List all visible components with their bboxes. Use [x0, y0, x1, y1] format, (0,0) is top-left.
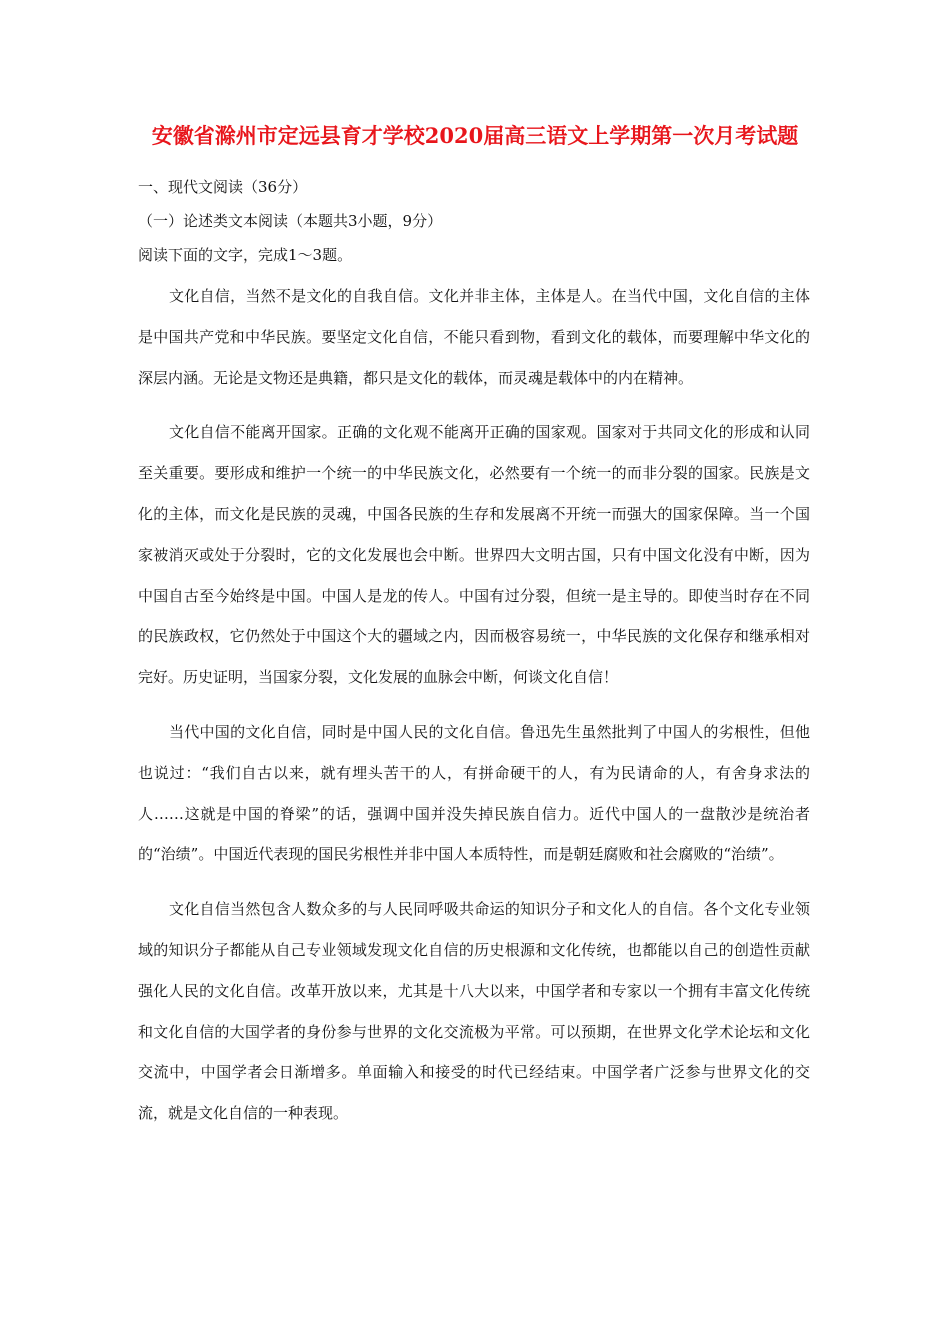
paragraph-3: 当代中国的文化自信，同时是中国人民的文化自信。鲁迅先生虽然批判了中国人的劣根性，但他也说过：“我们自古以来，就有埋头苦干的人，有拼命硬干的人，有为民请命的人，有舍身求法的人……这就是中国的脊梁”的话，强调中国并没失掉民族自信力。近代中国人的一盘散沙是统治者的“治绩”。中国近代表现的国民劣根性并非中国人本质特性，而是朝廷腐败和社会腐败的“治绩”。 — [138, 722, 810, 864]
reading-instruction: 阅读下面的文字，完成1～3题。 — [138, 246, 353, 264]
paragraph-1: 文化自信，当然不是文化的自我自信。文化并非主体，主体是人。在当代中国，文化自信的主体是中国共产党和中华民族。要坚定文化自信，不能只看到物，看到文化的载体，而要理解中华文化的深层内涵。无论是文物还是典籍，都只是文化的载体，而灵魂是载体中的内在精神。 — [138, 287, 810, 387]
document-title: 安徽省滁州市定远县育才学校2020届高三语文上学期第一次月考试题 — [151, 123, 799, 148]
paragraph-2: 文化自信不能离开国家。正确的文化观不能离开正确的国家观。国家对于共同文化的形成和认同至关重要。要形成和维护一个统一的中华民族文化，必然要有一个统一的而非分裂的国家。民族是文化的主体，而文化是民族的灵魂，中国各民族的生存和发展离不开统一而强大的国家保障。当一个国家被消灭或处于分裂时，它的文化发展也会中断。世界四大文明古国，只有中国文化没有中断，因为中国自古至今始终是中国。中国人是龙的传人。中国有过分裂，但统一是主导的。即使当时存在不同的民族政权，它仍然处于中国这个大的疆域之内，因而极容易统一，中华民族的文化保存和继承相对完好。历史证明，当国家分裂，文化发展的血脉会中断，何谈文化自信！ — [138, 423, 810, 687]
paragraph-4: 文化自信当然包含人数众多的与人民同呼吸共命运的知识分子和文化人的自信。各个文化专业领域的知识分子都能从自己专业领域发现文化自信的历史根源和文化传统，也都能以自己的创造性贡献强化人民的文化自信。改革开放以来，尤其是十八大以来，中国学者和专家以一个拥有丰富文化传统和文化自信的大国学者的身份参与世界的文化交流极为平常。可以预期，在世界文化学术论坛和文化交流中，中国学者会日渐增多。单面输入和接受的时代已经结束。中国学者广泛参与世界文化的交流，就是文化自信的一种表现。 — [138, 900, 810, 1123]
section-heading: 一、现代文阅读（36分） — [138, 178, 308, 196]
document-body — [138, 175, 810, 1134]
subsection-heading: （一）论述类文本阅读（本题共3小题，9分） — [138, 212, 443, 230]
